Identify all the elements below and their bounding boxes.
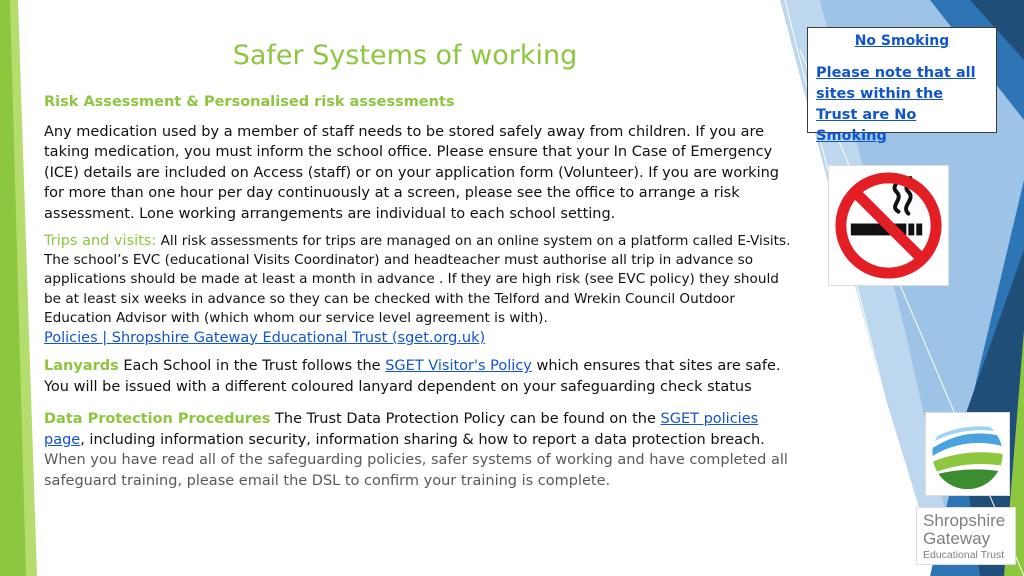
- logo-line-3: Educational Trust: [923, 549, 1005, 561]
- data-protection-closing: When you have read all of the safeguarding policies, safer systems of working and have completed all safeguard training, please email the DSL to confirm your training is complete.: [44, 452, 788, 489]
- page-title: Safer Systems of working: [232, 40, 578, 71]
- trust-logo-text: [916, 507, 1016, 565]
- sget-policies-link[interactable]: SGET policies page: [44, 411, 759, 448]
- main-content: [44, 92, 792, 492]
- policies-link[interactable]: Policies | Shropshire Gateway Educational Trust (sget.org.uk): [44, 329, 486, 346]
- logo-line-2: Gateway: [923, 529, 991, 548]
- no-smoking-sign-icon: [829, 166, 948, 285]
- risk-body: Any medication used by a member of staff needs to be stored safely away from children. If you are taking medication, you must inform the school office. Please ensure that your In Case of Emergency (ICE) details are included on Access (staff) or on your application form (Volunteer). If you are working for more than one hour per day continuously at a screen, please see the office to arrange a risk assessment. Lone working arrangements are individual to each school setting.: [44, 123, 780, 222]
- visitor-policy-link[interactable]: SGET Visitor's Policy: [385, 358, 532, 374]
- lanyards-heading: Lanyards: [44, 358, 119, 374]
- data-protection-paragraph: [44, 409, 792, 491]
- lanyards-before: Each School in the Trust follows the: [118, 358, 386, 374]
- data-protection-after: , including information security, information sharing & how to report a data protection breach.: [80, 431, 765, 448]
- trips-body: All risk assessments for trips are managed on an online system on a platform called E-Visits. The school’s EVC (educational Visits Coordinator) and headteacher must authorise all trip in advance so applications should be made at least a month in advance . If they are high risk (see EVC policy) they should be at least six weeks in advance so they can be checked with the Telford and Wrekin Council Outdoor Education Advisor with (which whom our service level agreement is with).: [44, 232, 791, 327]
- lanyards-paragraph: [44, 356, 792, 397]
- no-smoking-link[interactable]: No Smoking: [854, 33, 950, 49]
- shropshire-gateway-logo-icon: [926, 413, 1009, 495]
- data-protection-heading: Data Protection Procedures: [44, 411, 271, 428]
- no-smoking-body: [816, 63, 988, 147]
- trust-logo-graphic: [925, 412, 1010, 496]
- no-smoking-notice: [807, 27, 997, 144]
- no-smoking-body-link[interactable]: Please note that all sites within the Trust are No Smoking: [816, 65, 976, 144]
- trips-heading: Trips and visits:: [44, 232, 157, 249]
- logo-line-1: Shropshire: [923, 511, 1006, 530]
- no-smoking-heading: [816, 33, 988, 49]
- lanyards-after: which ensures that sites are safe. You will be issued with a different coloured lanyard dependent on your safeguarding check status: [44, 358, 781, 395]
- risk-heading: Risk Assessment & Personalised risk assessments: [44, 94, 455, 110]
- trips-paragraph: [44, 232, 792, 348]
- no-smoking-sign: [828, 165, 949, 286]
- data-protection-before: The Trust Data Protection Policy can be found on the: [270, 411, 661, 428]
